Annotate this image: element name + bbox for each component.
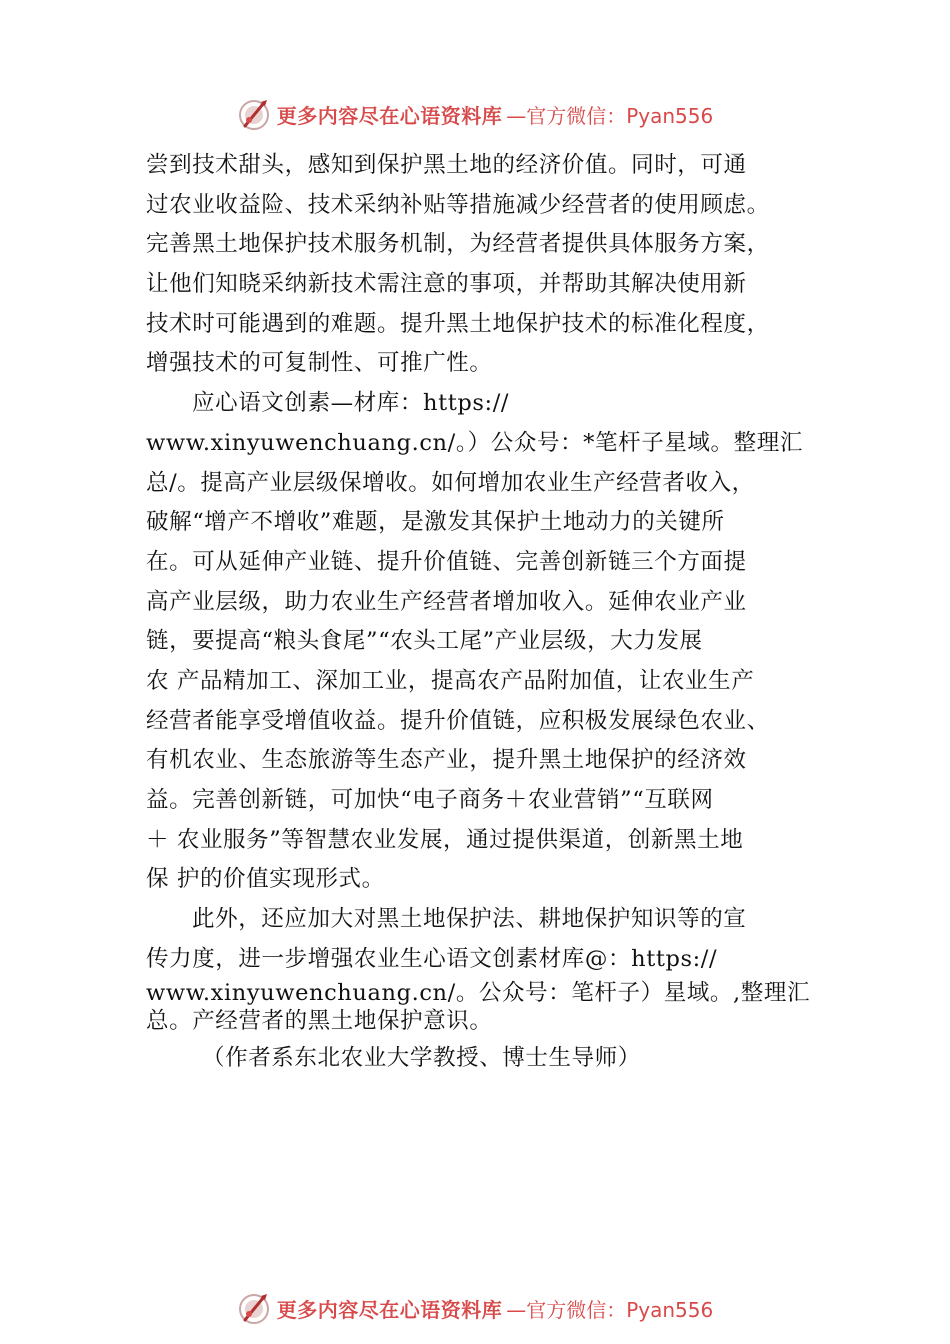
text-line: 保 护的价值实现形式。 — [146, 866, 385, 893]
author-note: （作者系东北农业大学教授、博士生导师） — [202, 1045, 641, 1072]
text-line: www.xinyuwenchuang.cn/。）公众号：*笔杆子星域。整理汇 — [146, 429, 803, 456]
banner-title: 更多内容尽在心语资料库 — [276, 1297, 503, 1322]
text-line: 传力度，进一步增强农业生心语文创素材库@：https:// — [146, 945, 718, 972]
text-line: ＋ 农业服务”等智慧农业发展，通过提供渠道，创新黑土地 — [146, 826, 744, 853]
text-line: 在。可从延伸产业链、提升价值链、完善创新链三个方面提 — [146, 548, 747, 575]
text-line: 经营者能享受增值收益。提升价值链，应积极发展绿色农业、 — [146, 707, 770, 734]
banner-title: 更多内容尽在心语资料库 — [276, 103, 503, 128]
banner-wechat-id: —官方微信：Pyan556 — [506, 103, 714, 128]
text-line: 破解“增产不增收”难题，是激发其保护土地动力的关键所 — [146, 509, 725, 536]
text-line: 此外，还应加大对黑土地保护法、耕地保护知识等的宣 — [192, 906, 747, 933]
text-line: 有机农业、生态旅游等生态产业，提升黑土地保护的经济效 — [146, 747, 747, 774]
text-line: 让他们知晓采纳新技术需注意的事项，并帮助其解决使用新 — [146, 271, 747, 298]
text-line: 技术时可能遇到的难题。提升黑土地保护技术的标准化程度， — [146, 310, 770, 337]
text-line: www.xinyuwenchuang.cn/。公众号：笔杆子）星域。,整理汇 — [146, 980, 811, 1007]
document-body — [146, 146, 822, 1079]
footer-watermark-banner — [0, 1288, 950, 1328]
text-line: 高产业层级，助力农业生产经营者增加收入。延伸农业产业 — [146, 588, 747, 615]
text-line: 应心语文创素—材库：https:// — [192, 390, 510, 417]
text-line: 总/。提高产业层级保增收。如何增加农业生产经营者收入， — [146, 469, 755, 496]
banner-wechat-id: —官方微信：Pyan556 — [506, 1297, 714, 1322]
text-line: 链，要提高“粮头食尾”“农头工尾”产业层级，大力发展 — [146, 628, 703, 655]
text-line: 尝到技术甜头，感知到保护黑土地的经济价值。同时，可通 — [146, 152, 747, 178]
text-line: 益。完善创新链，可加快“电子商务＋农业营销”“互联网 — [146, 787, 714, 813]
text-line: 增强技术的可复制性、可推广性。 — [146, 350, 493, 377]
brush-logo-icon — [237, 1290, 273, 1326]
header-watermark-banner — [0, 94, 950, 134]
brush-logo-icon — [237, 96, 273, 132]
text-line: 完善黑土地保护技术服务机制，为经营者提供具体服务方案， — [146, 231, 770, 258]
text-line: 农 产品精加工、深加工业，提高农产品附加值，让农业生产 — [146, 667, 755, 694]
text-line: 过农业收益险、技术采纳补贴等措施减少经营者的使用顾虑。 — [146, 191, 770, 218]
text-line: 总。产经营者的黑土地保护意识。 — [146, 1008, 493, 1035]
